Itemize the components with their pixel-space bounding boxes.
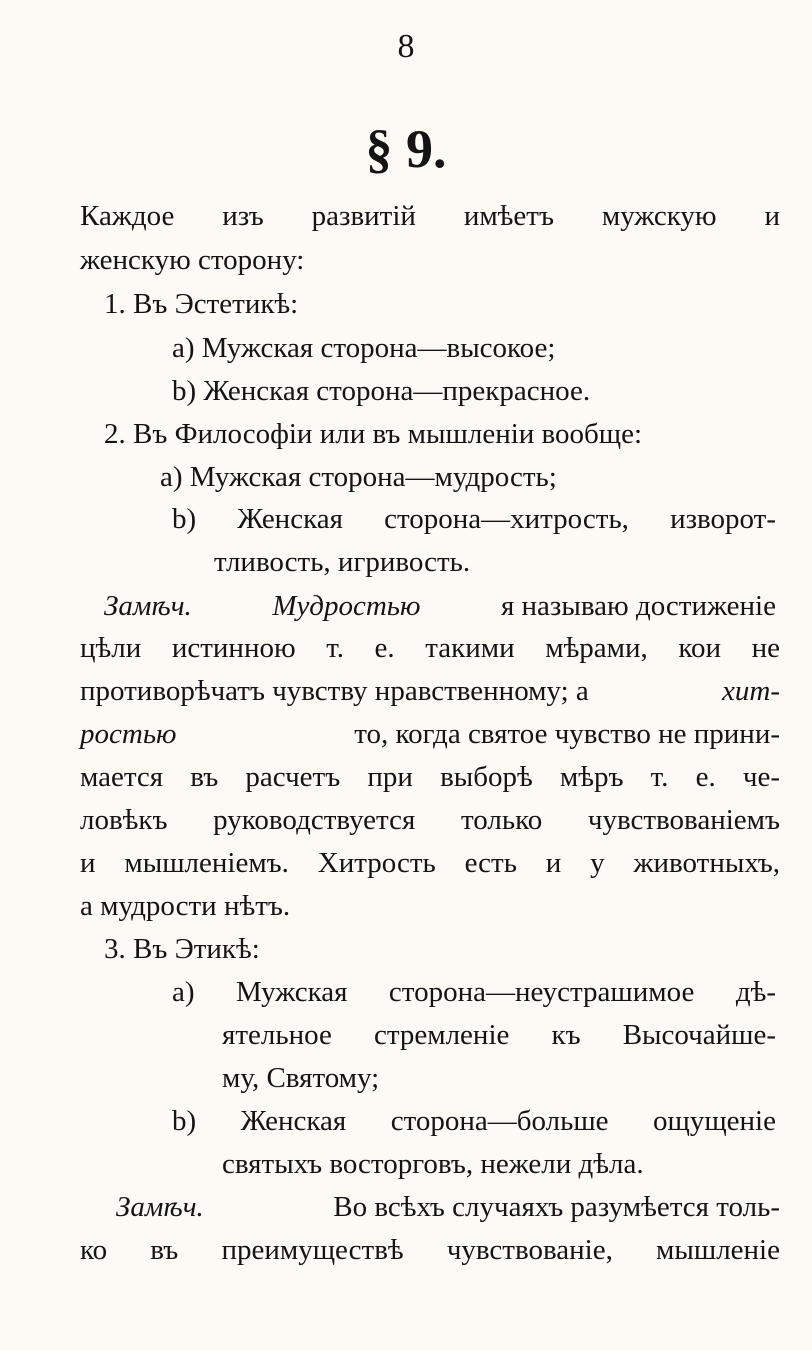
note-line-1 <box>104 586 776 626</box>
list-heading-aesthetics: 1. Въ Эстетикѣ: <box>104 288 299 320</box>
note2-line-1 <box>116 1187 780 1227</box>
list-heading-philosophy: 2. Въ Философіи или въ мышленіи вообще: <box>104 418 643 450</box>
note-term-cunning-continued: ростью <box>80 718 177 750</box>
list-item-a: а) Мужская сторона—высокое; <box>172 332 556 364</box>
list-item-a-continued: ятельное стремленіе къ Высочайше- <box>222 1019 776 1051</box>
text-line-1: Каждое изъ развитій имѣетъ мужскую и <box>80 200 780 232</box>
list-item-a: а) Мужская сторона—неустрашимое дѣ- <box>172 976 776 1008</box>
list-item-b: b) Женская сторона—хитрость, изворот- <box>172 503 776 535</box>
list-item-b-continued: святыхъ восторговъ, нежели дѣла. <box>222 1148 644 1180</box>
note-line-6: ловѣкъ руководствуется только чувствованіемъ <box>80 804 780 836</box>
note-line-4 <box>80 714 780 754</box>
list-item-a: а) Мужская сторона—мудрость; <box>160 461 557 493</box>
list-item-b: b) Женская сторона—прекрасное. <box>172 375 591 407</box>
text-line-2: женскую сторону: <box>80 244 305 276</box>
note-line-2: цѣли истинною т. е. такими мѣрами, кои не <box>80 632 780 664</box>
page-number: 8 <box>397 28 415 65</box>
note-term-cunning: хит- <box>722 675 780 707</box>
section-heading: § 9. <box>365 119 447 179</box>
note-text: то, когда святое чувство не прини- <box>354 718 780 750</box>
note-text: противорѣчатъ чувству нравственному; а <box>80 675 589 707</box>
list-item-a-continued: му, Святому; <box>222 1062 380 1094</box>
note-line-3 <box>80 671 780 711</box>
note-line-7: и мышленіемъ. Хитрость есть и у животныхъ, <box>80 847 780 879</box>
list-item-b: b) Женская сторона—больше ощущеніе <box>172 1105 776 1137</box>
note-line-5: мается въ расчетъ при выборѣ мѣръ т. е. че- <box>80 761 780 793</box>
note-label: Замѣч. <box>116 1191 204 1223</box>
note2-line-2: ко въ преимуществѣ чувствованіе, мышленіе <box>80 1234 780 1266</box>
note-text: я называю достиженіе <box>500 590 776 622</box>
list-heading-ethics: 3. Въ Этикѣ: <box>104 933 260 965</box>
list-item-b-continued: тливость, игривость. <box>214 546 471 578</box>
note-term-wisdom: Мудростью <box>272 590 421 622</box>
note-label: Замѣч. <box>104 590 192 622</box>
note-line-8: а мудрости нѣтъ. <box>80 890 291 922</box>
note-text: Во всѣхъ случаяхъ разумѣется толь- <box>333 1191 780 1223</box>
